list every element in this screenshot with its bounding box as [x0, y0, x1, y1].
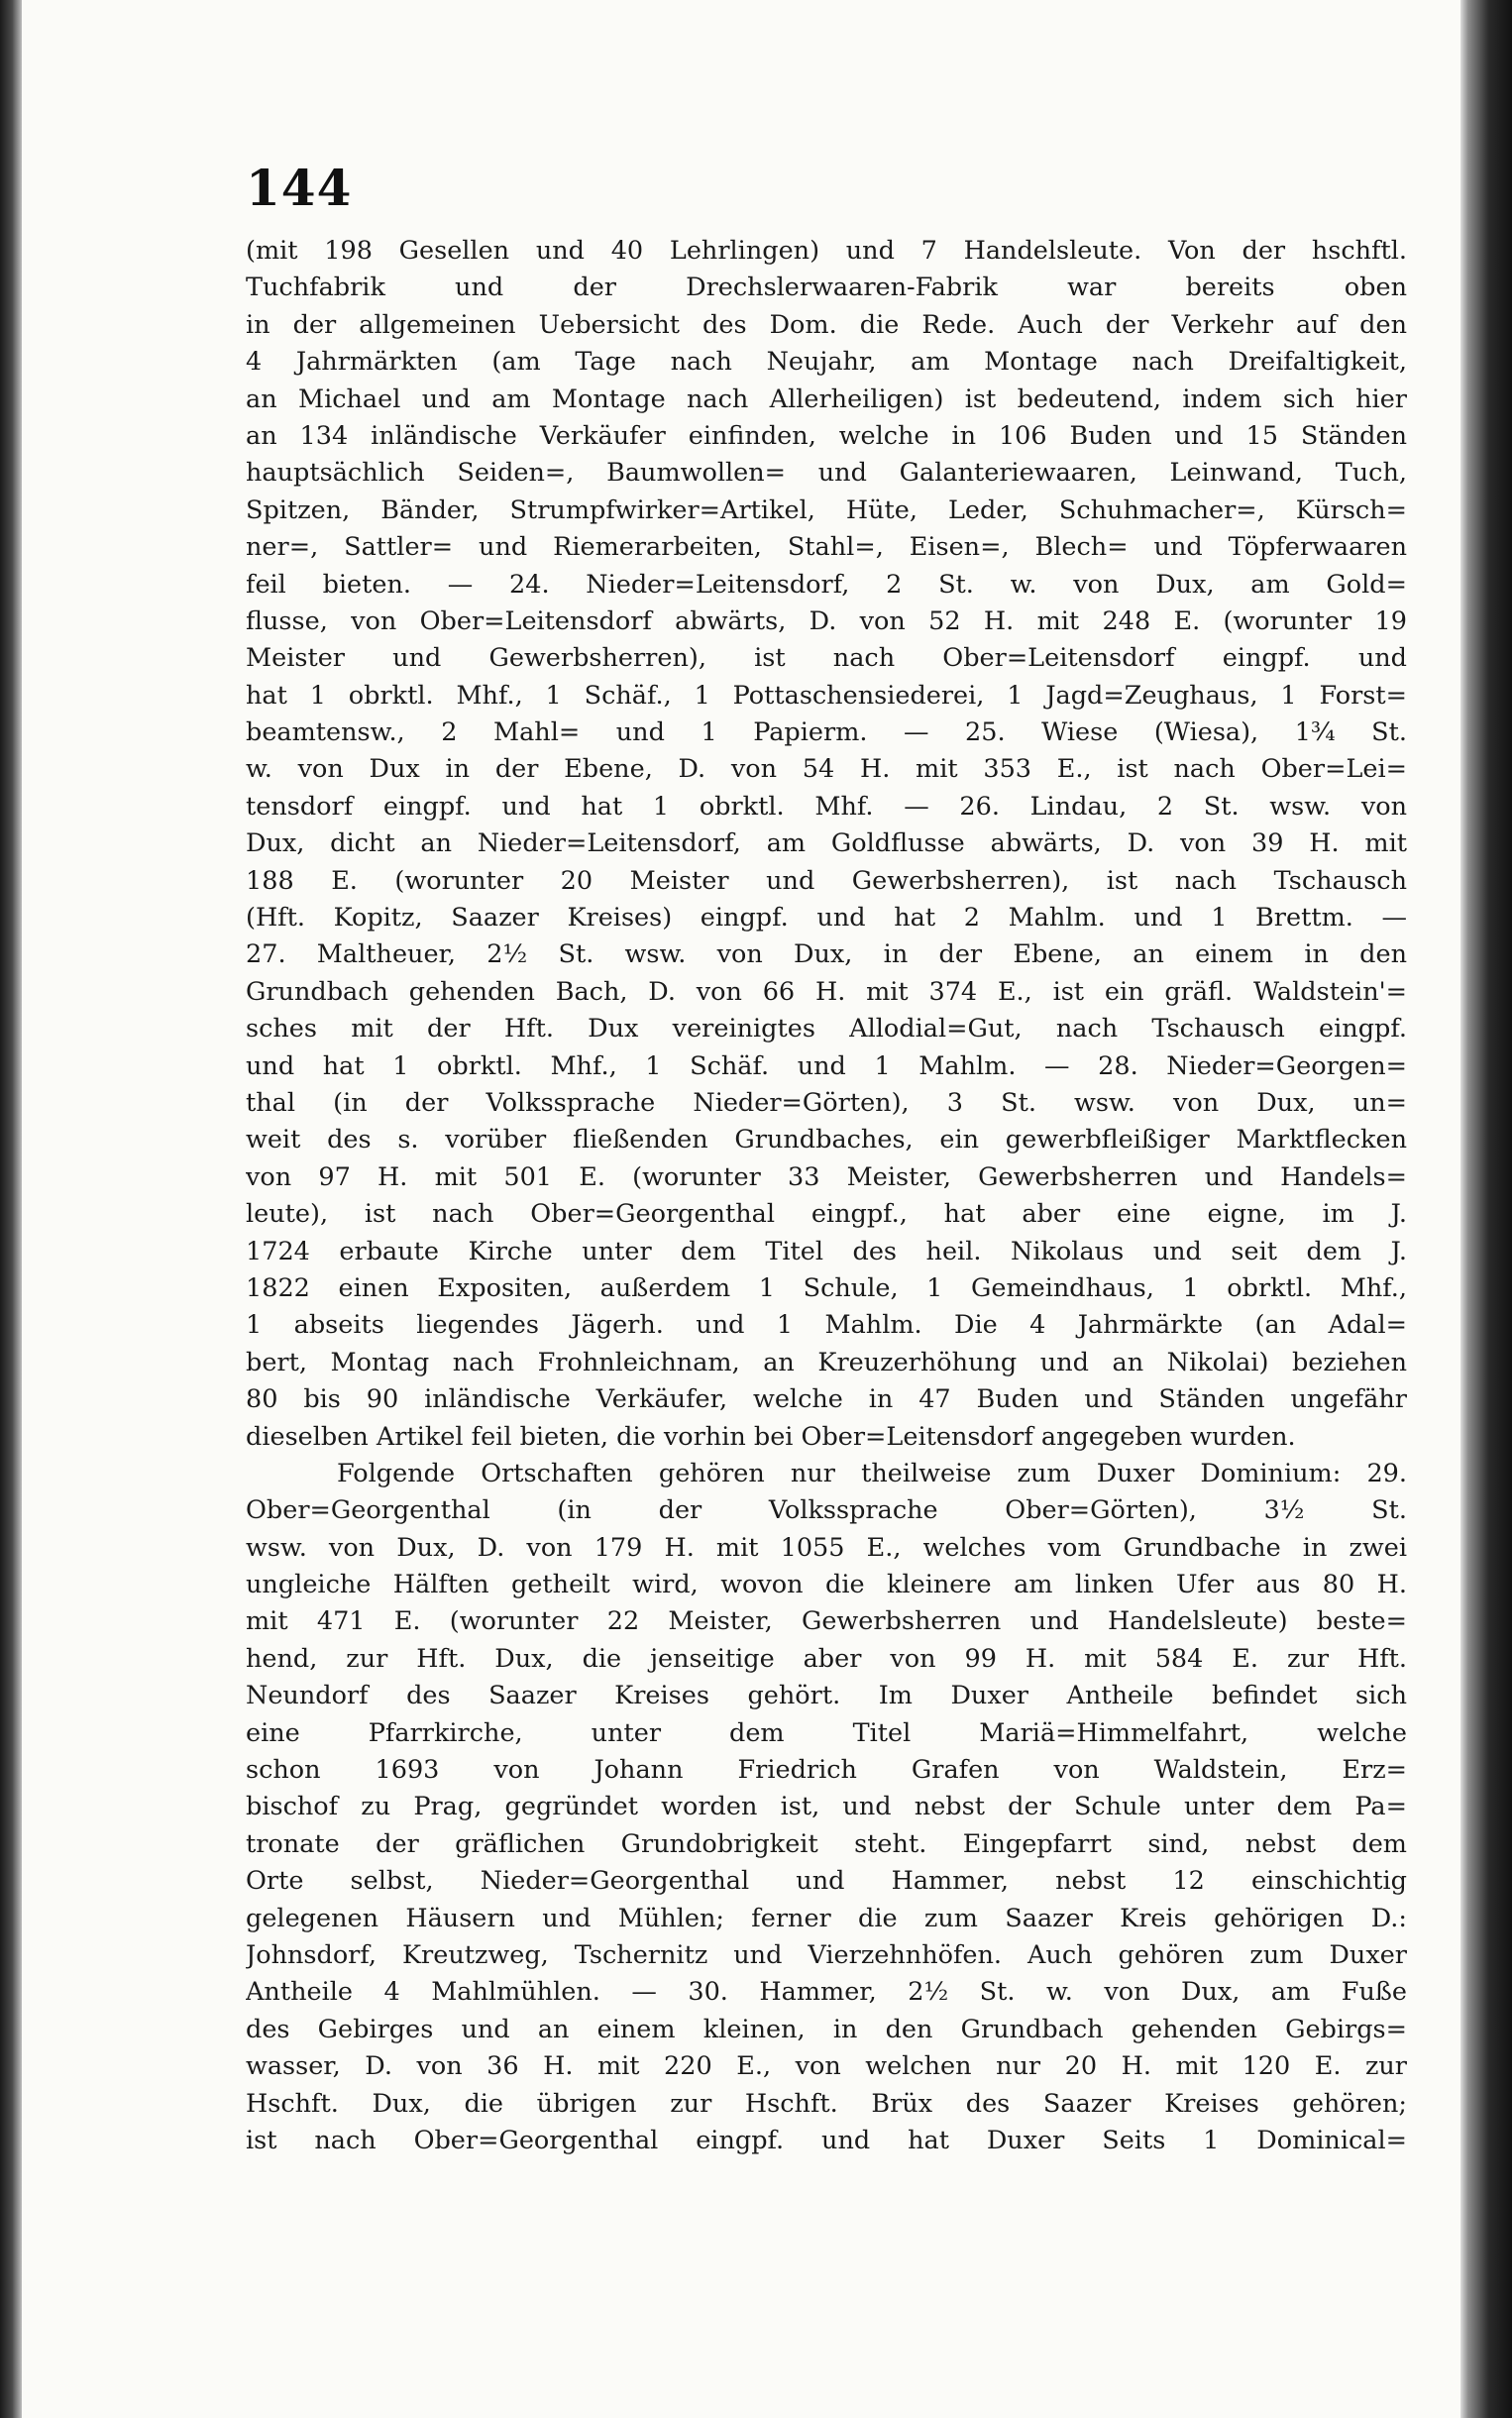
text-line: Johnsdorf, Kreutzweg, Tschernitz und Vierzehnhöfen. Auch gehören zum Duxer [246, 1939, 1407, 1970]
text-line: an 134 inländische Verkäufer einfinden, welche in 106 Buden und 15 Ständen [246, 420, 1407, 451]
text-line: dieselben Artikel feil bieten, die vorhin bei Ober=Leitensdorf angegeben wurden. [246, 1421, 1296, 1452]
text-line: eine Pfarrkirche, unter dem Titel Mariä=Himmelfahrt, welche [246, 1717, 1407, 1748]
text-line: von 97 H. mit 501 E. (worunter 33 Meister, Gewerbsherren und Handels= [246, 1161, 1407, 1192]
text-line: hend, zur Hft. Dux, die jenseitige aber von 99 H. mit 584 E. zur Hft. [246, 1643, 1407, 1674]
text-line: in der allgemeinen Uebersicht des Dom. die Rede. Auch der Verkehr auf den [246, 309, 1407, 340]
text-line: (mit 198 Gesellen und 40 Lehrlingen) und 7 Handelsleute. Von der hschftl. [246, 236, 1407, 266]
text-line: wsw. von Dux, D. von 179 H. mit 1055 E., welches vom Grundbache in zwei [246, 1532, 1407, 1563]
text-line: Spitzen, Bänder, Strumpfwirker=Artikel, Hüte, Leder, Schuhmacher=, Kürsch= [246, 495, 1407, 525]
text-line: sches mit der Hft. Dux vereinigtes Allodial=Gut, nach Tschausch eingpf. [246, 1014, 1407, 1044]
text-line: des Gebirges und an einem kleinen, in den Grundbach gehenden Gebirgs= [246, 2014, 1407, 2044]
text-line: ist nach Ober=Georgenthal eingpf. und hat Duxer Seits 1 Dominical= [246, 2125, 1407, 2155]
text-line: schon 1693 von Johann Friedrich Grafen von Waldstein, Erz= [246, 1755, 1407, 1786]
page-number: 144 [246, 159, 353, 217]
text-line: tensdorf eingpf. und hat 1 obrktl. Mhf. — 26. Lindau, 2 St. wsw. von [246, 791, 1407, 822]
text-line: hauptsächlich Seiden=, Baumwollen= und Galanteriewaaren, Leinwand, Tuch, [246, 458, 1407, 489]
text-line: Hschft. Dux, die übrigen zur Hschft. Brüx des Saazer Kreises gehören; [246, 2088, 1407, 2119]
text-line: ungleiche Hälften getheilt wird, wovon die kleinere am linken Ufer aus 80 H. [246, 1570, 1407, 1600]
text-line: mit 471 E. (worunter 22 Meister, Gewerbsherren und Handelsleute) beste= [246, 1606, 1407, 1637]
text-line: und hat 1 obrktl. Mhf., 1 Schäf. und 1 Mahlm. — 28. Nieder=Georgen= [246, 1050, 1407, 1081]
text-line: bischof zu Prag, gegründet worden ist, und nebst der Schule unter dem Pa= [246, 1792, 1407, 1822]
text-line: 1822 einen Expositen, außerdem 1 Schule, 1 Gemeindhaus, 1 obrktl. Mhf., [246, 1272, 1407, 1303]
text-line: tronate der gräflichen Grundobrigkeit steht. Eingepfarrt sind, nebst dem [246, 1828, 1407, 1859]
body-text [246, 233, 1407, 2159]
text-line: weit des s. vorüber fließenden Grundbaches, ein gewerbfleißiger Marktflecken [246, 1125, 1407, 1155]
text-line: 188 E. (worunter 20 Meister und Gewerbsherren), ist nach Tschausch [246, 865, 1407, 896]
text-line: 1724 erbaute Kirche unter dem Titel des heil. Nikolaus und seit dem J. [246, 1236, 1407, 1266]
text-line: 4 Jahrmärkten (am Tage nach Neujahr, am Montage nach Dreifaltigkeit, [246, 347, 1407, 378]
text-line: leute), ist nach Ober=Georgenthal eingpf., hat aber eine eigne, im J. [246, 1199, 1407, 1230]
text-line: Tuchfabrik und der Drechslerwaaren-Fabrik war bereits oben [246, 273, 1407, 303]
text-line: w. von Dux in der Ebene, D. von 54 H. mit 353 E., ist nach Ober=Lei= [246, 754, 1407, 785]
text-line: Neundorf des Saazer Kreises gehört. Im Duxer Antheile befindet sich [246, 1681, 1407, 1711]
text-line: feil bieten. — 24. Nieder=Leitensdorf, 2 St. w. von Dux, am Gold= [246, 569, 1407, 600]
text-line: hat 1 obrktl. Mhf., 1 Schäf., 1 Pottaschensiederei, 1 Jagd=Zeughaus, 1 Forst= [246, 680, 1407, 711]
text-line: wasser, D. von 36 H. mit 220 E., von welchen nur 20 H. mit 120 E. zur [246, 2051, 1407, 2082]
text-line: Orte selbst, Nieder=Georgenthal und Hammer, nebst 12 einschichtig [246, 1866, 1407, 1897]
text-line: Folgende Ortschaften gehören nur theilweise zum Duxer Dominium: 29. [337, 1458, 1407, 1488]
text-line: Grundbach gehenden Bach, D. von 66 H. mit 374 E., ist ein gräfl. Waldstein'= [246, 976, 1407, 1007]
text-line: Ober=Georgenthal (in der Volkssprache Ober=Görten), 3½ St. [246, 1495, 1407, 1526]
text-line: flusse, von Ober=Leitensdorf abwärts, D. von 52 H. mit 248 E. (worunter 19 [246, 605, 1407, 636]
text-line: bert, Montag nach Frohnleichnam, an Kreuzerhöhung und an Nikolai) beziehen [246, 1347, 1407, 1377]
text-line: ner=, Sattler= und Riemerarbeiten, Stahl=, Eisen=, Blech= und Töpferwaaren [246, 532, 1407, 563]
text-line: (Hft. Kopitz, Saazer Kreises) eingpf. und hat 2 Mahlm. und 1 Brettm. — [246, 903, 1407, 934]
scan-left-edge [0, 0, 22, 2418]
text-line: 27. Maltheuer, 2½ St. wsw. von Dux, in der Ebene, an einem in den [246, 939, 1407, 970]
text-line: Meister und Gewerbsherren), ist nach Ober=Leitensdorf eingpf. und [246, 643, 1407, 674]
text-line: 1 abseits liegendes Jägerh. und 1 Mahlm. Die 4 Jahrmärkte (an Adal= [246, 1310, 1407, 1341]
text-line: 80 bis 90 inländische Verkäufer, welche in 47 Buden und Ständen ungefähr [246, 1384, 1407, 1415]
text-line: Antheile 4 Mahlmühlen. — 30. Hammer, 2½ St. w. von Dux, am Fuße [246, 1977, 1407, 2008]
text-line: an Michael und am Montage nach Allerheiligen) ist bedeutend, indem sich hier [246, 384, 1407, 414]
scan-right-edge [1460, 0, 1512, 2418]
text-line: thal (in der Volkssprache Nieder=Görten), 3 St. wsw. von Dux, un= [246, 1087, 1407, 1118]
text-line: Dux, dicht an Nieder=Leitensdorf, am Goldflusse abwärts, D. von 39 H. mit [246, 828, 1407, 859]
text-line: beamtensw., 2 Mahl= und 1 Papierm. — 25. Wiese (Wiesa), 1¾ St. [246, 717, 1407, 748]
text-line: gelegenen Häusern und Mühlen; ferner die zum Saazer Kreis gehörigen D.: [246, 1903, 1407, 1933]
book-page [22, 0, 1460, 2418]
